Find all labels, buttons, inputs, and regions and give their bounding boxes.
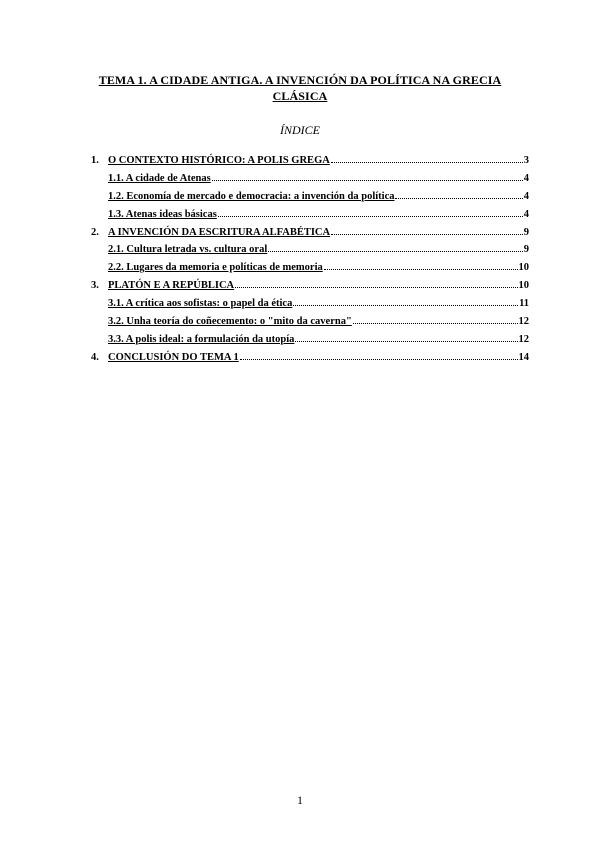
toc-entry[interactable]	[91, 209, 529, 227]
toc-entry-page: 4	[523, 190, 529, 202]
toc-entry[interactable]	[91, 173, 529, 191]
toc-entry-number: 4.	[91, 351, 99, 363]
toc-entry[interactable]	[91, 298, 529, 316]
toc-entry-link[interactable]: O CONTEXTO HISTÓRICO: A POLIS GREGA	[108, 155, 330, 166]
table-of-contents	[91, 155, 529, 370]
toc-entry[interactable]	[91, 280, 529, 298]
toc-entry[interactable]	[91, 155, 529, 173]
toc-entry-page: 9	[523, 244, 529, 256]
toc-entry-page: 11	[519, 298, 529, 310]
toc-entry[interactable]	[91, 191, 529, 209]
toc-entry-link[interactable]: A INVENCIÓN DA ESCRITURA ALFABÉTICA	[108, 226, 331, 238]
toc-entry-link[interactable]: 2.2. Lugares da memoria e políticas de memoria	[108, 262, 323, 274]
toc-entry[interactable]	[91, 334, 529, 352]
index-heading: ÍNDICE	[280, 123, 320, 137]
toc-dot-leader	[324, 268, 518, 270]
toc-entry[interactable]	[91, 262, 529, 280]
toc-entry-number: 2.	[91, 226, 99, 238]
toc-entry-number: 3.	[91, 280, 99, 292]
toc-entry-link[interactable]: 1.1. A cidade de Atenas	[108, 172, 211, 184]
toc-entry-page: 12	[518, 316, 529, 328]
toc-entry-page: 4	[523, 172, 529, 184]
toc-entry-link[interactable]: 1.2. Economía de mercado e democracia: a invención da política	[108, 190, 395, 202]
toc-entry-link[interactable]: 3.1. A crítica aos sofistas: o papel da ética	[108, 298, 293, 310]
toc-entry-link[interactable]: CONCLUSIÓN DO TEMA 1	[108, 351, 239, 363]
toc-dot-leader	[331, 161, 523, 163]
toc-entry-link[interactable]: 3.3. A polis ideal: a formulación da utopía	[108, 333, 295, 345]
toc-entry-page: 9	[523, 226, 529, 238]
toc-entry-link[interactable]: PLATÓN E A REPÚBLICA	[108, 280, 235, 292]
toc-dot-leader	[331, 233, 523, 235]
toc-entry-link[interactable]: 2.1. Cultura letrada vs. cultura oral	[108, 244, 268, 256]
toc-entry-page: 3	[523, 155, 529, 166]
toc-entry-page: 10	[518, 262, 529, 274]
page-number: 1	[297, 793, 303, 807]
toc-entry-page: 4	[523, 208, 529, 220]
toc-dot-leader	[353, 322, 518, 324]
toc-dot-leader	[293, 304, 518, 306]
toc-dot-leader	[295, 340, 517, 342]
toc-entry-page: 10	[518, 280, 529, 292]
document-title: TEMA 1. A CIDADE ANTIGA. A INVENCIÓN DA POLÍTICA NA GRECIA CLÁSICA	[98, 73, 502, 103]
toc-entry[interactable]	[91, 244, 529, 262]
toc-dot-leader	[235, 286, 517, 288]
toc-entry-link[interactable]: 3.2. Unha teoría do coñecemento: o "mito da caverna"	[108, 316, 352, 328]
toc-entry[interactable]	[91, 227, 529, 245]
toc-entry-link[interactable]: 1.3. Atenas ideas básicas	[108, 208, 217, 220]
toc-dot-leader	[218, 215, 523, 217]
toc-entry[interactable]	[91, 316, 529, 334]
toc-entry-number: 1.	[91, 155, 99, 166]
toc-entry[interactable]	[91, 352, 529, 370]
toc-dot-leader	[395, 197, 522, 199]
toc-entry-page: 14	[518, 351, 529, 363]
toc-entry-page: 12	[518, 333, 529, 345]
toc-dot-leader	[240, 358, 518, 360]
toc-dot-leader	[268, 250, 523, 252]
toc-dot-leader	[212, 179, 523, 181]
